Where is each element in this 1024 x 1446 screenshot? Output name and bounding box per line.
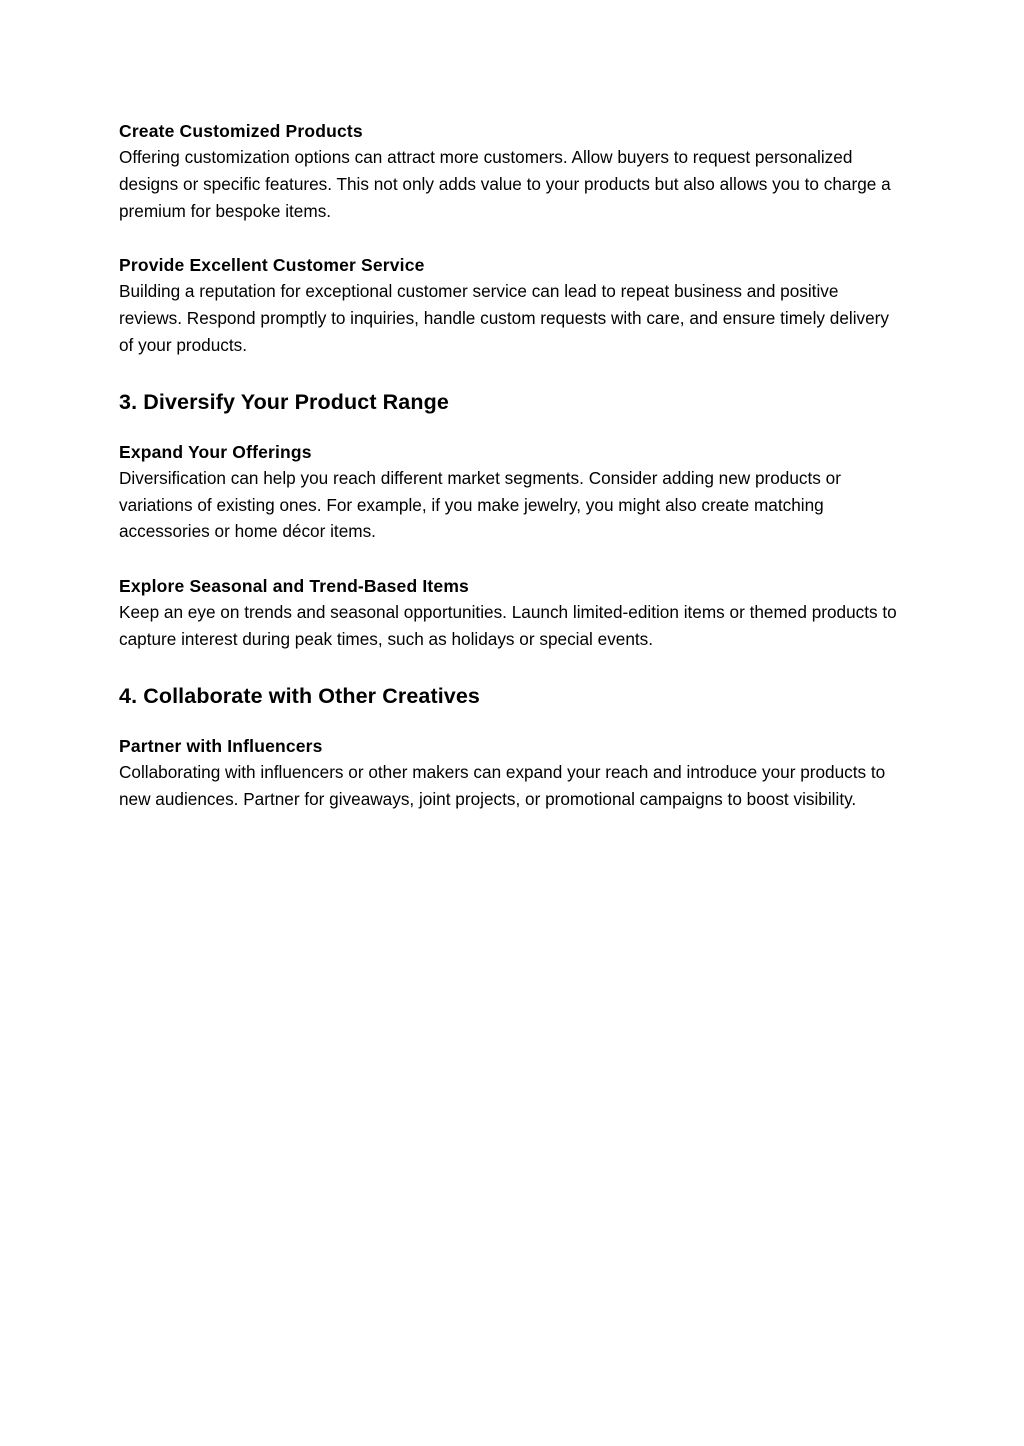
- subheading-create-customized-products: Create Customized Products: [119, 121, 363, 141]
- paragraph-expand-your-offerings: Diversification can help you reach different market segments. Consider adding new products or variations of existing ones. For example, if you make jewelry, you might also create matching accessories or home décor items.: [119, 467, 841, 542]
- content-block-partner-with-influencers: [119, 733, 899, 813]
- content-block-create-customized-products: [119, 118, 899, 224]
- subheading-provide-excellent-customer-service: Provide Excellent Customer Service: [119, 255, 425, 276]
- paragraph-create-customized-products: Offering customization options can attract more customers. Allow buyers to request personalized designs or specific features. This not only adds value to your products but also allows you to charge a premium for bespoke items.: [119, 147, 891, 221]
- content-block-expand-your-offerings: [119, 439, 899, 545]
- subheading-explore-seasonal-and-trend-based-items: Explore Seasonal and Trend-Based Items: [119, 576, 469, 597]
- paragraph-provide-excellent-customer-service: Building a reputation for exceptional customer service can lead to repeat business and positive reviews. Respond promptly to inquiries, handle custom requests with care, and ensure timely delivery of your products.: [119, 281, 889, 355]
- section-heading-diversify-your-product-range: 3. Diversify Your Product Range: [119, 389, 449, 414]
- content-block-explore-seasonal-and-trend-based-items: [119, 573, 899, 653]
- content-block-section-diversify-your-product-range: [119, 387, 899, 417]
- section-heading-collaborate-with-other-creatives: 4. Collaborate with Other Creatives: [119, 683, 481, 708]
- paragraph-explore-seasonal-and-trend-based-items: Keep an eye on trends and seasonal opportunities. Launch limited-edition items or themed products to capture interest during peak times, such as holidays or special events.: [119, 602, 897, 649]
- subheading-expand-your-offerings: Expand Your Offerings: [119, 441, 312, 462]
- subheading-partner-with-influencers: Partner with Influencers: [119, 735, 323, 756]
- document-content: [119, 118, 899, 840]
- content-block-section-collaborate-with-other-creatives: [119, 681, 899, 711]
- content-block-provide-excellent-customer-service: [119, 252, 899, 358]
- paragraph-partner-with-influencers: Collaborating with influencers or other makers can expand your reach and introduce your products to new audiences. Partner for giveaways, joint projects, or promotional campaigns to boost visibility.: [119, 761, 886, 809]
